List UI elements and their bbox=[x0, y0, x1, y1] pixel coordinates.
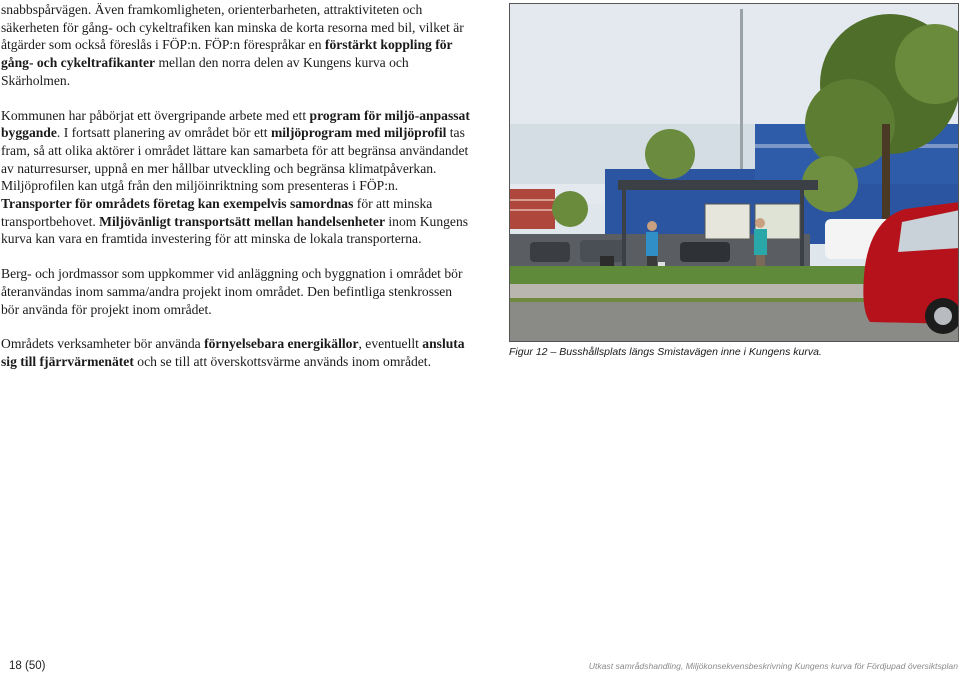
paragraph-3 bbox=[1, 265, 471, 318]
text-run: för att minska transportbehovet. bbox=[1, 196, 433, 229]
figure-caption bbox=[509, 346, 959, 358]
bold-phrase: Miljövänligt transportsätt mellan handelsenheter bbox=[99, 213, 385, 229]
text-run: , eventuellt bbox=[358, 336, 423, 352]
photo-illustration bbox=[510, 4, 959, 342]
text-run: Områdets verksamheter bör använda bbox=[1, 336, 205, 352]
text-run: snabbspårvägen. Även framkomligheten, orienterbarheten, attraktiviteten och säkerheten för gång- och cykeltrafiken kan minska de korta resorna med bil, vilket är åtgärder som också föreslås i FÖP:n. FÖP:n förespråkar en bbox=[1, 2, 464, 53]
page-number: 18 (50) bbox=[9, 660, 46, 672]
text-run: inom Kungens kurva kan vara en framtida investering för att minska de lokala transporterna. bbox=[1, 213, 469, 247]
bus-stop-photo bbox=[509, 3, 959, 342]
text-run: . I fortsatt planering av området bör ett bbox=[56, 125, 271, 141]
text-run: och se till att överskottsvärme används inom området. bbox=[133, 353, 431, 369]
text-run: Kommunen har påbörjat ett övergripande arbete med ett bbox=[1, 107, 310, 123]
text-column bbox=[1, 1, 471, 388]
bold-phrase: förnyelsebara energikällor bbox=[204, 336, 359, 352]
paragraph-2 bbox=[1, 107, 471, 249]
figure-caption-text: – Busshållsplats längs Smistavägen inne i Kungens kurva. bbox=[547, 346, 822, 358]
bold-phrase: miljöprogram med miljöprofil bbox=[270, 125, 447, 141]
text-run: mellan den norra delen av Kungens kurva och Skärholmen. bbox=[1, 55, 409, 88]
figure-label: Figur 12 bbox=[509, 346, 548, 358]
paragraph-1 bbox=[1, 1, 471, 90]
bold-phrase: förstärkt koppling för gång- och cykeltrafikanter bbox=[1, 37, 453, 71]
footer-text: Utkast samrådshandling, Miljökonsekvensbeskrivning Kungens kurva för Fördjupad översiktsplan bbox=[588, 661, 958, 671]
text-run: tas fram, så att olika aktörer i området lättare kan samarbeta för att begränsa användandet av naturresurser, uppnå en mer hållbar utveckling och begränsa klimatpåverkan. Miljöprofilen kan utgå från den miljöinriktning som presenteras i FÖP:n. bbox=[1, 125, 469, 194]
bold-phrase: Transporter för områdets företag kan exempelvis samordnas bbox=[1, 196, 354, 212]
paragraph-4 bbox=[1, 335, 471, 370]
text-run: Berg- och jordmassor som uppkommer vid anläggning och byggnation i området bör återanvändas inom samma/andra projekt inom området. Den befintliga stenkrossen bör använda för projekt inom området. bbox=[1, 266, 463, 317]
bold-phrase: ansluta sig till fjärrvärmenätet bbox=[1, 336, 465, 369]
bold-phrase: program för miljö-anpassat byggande bbox=[1, 107, 470, 141]
